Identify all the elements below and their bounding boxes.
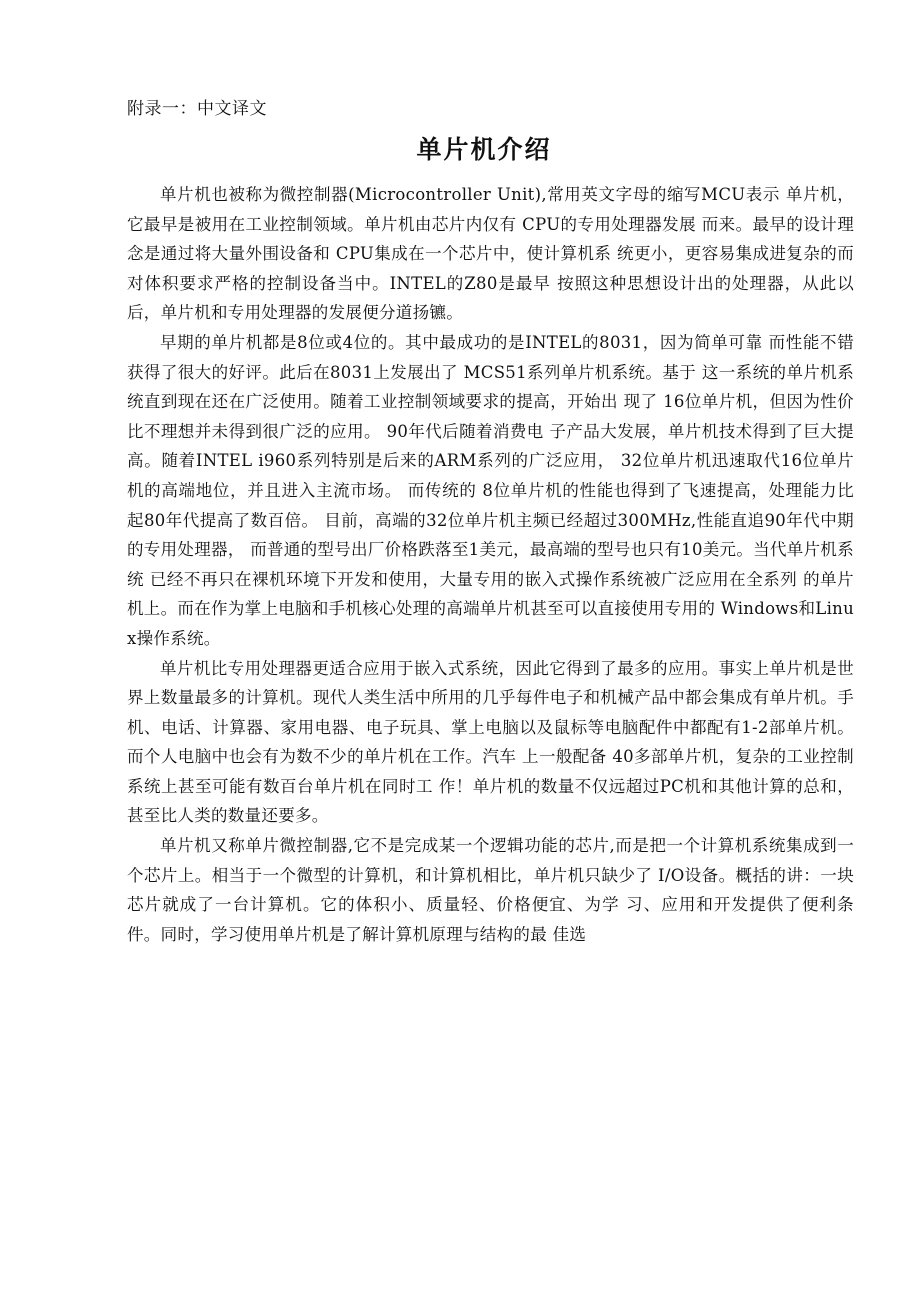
body-text [127,180,854,949]
paragraph-4: 单片机又称单片微控制器,它不是完成某一个逻辑功能的芯片,而是把一个计算机系统集成到一个芯片上。相当于一个微型的计算机，和计算机相比，单片机只缺少了 I/O设备。概括的讲：一块芯片就成了一台计算机。它的体积小、质量轻、价格便宜、为学 习、应用和开发提供了便利条件。同时，学习使用单片机是了解计算机原理与结构的最 佳选 [127,836,854,944]
page-title: 单片机介绍 [416,135,552,164]
paragraph-1: 单片机也被称为微控制器(Microcontroller Unit),常用英文字母的缩写MCU表示 单片机，它最早是被用在工业控制领域。单片机由芯片内仅有 CPU的专用处理器发展 而来。最早的设计理念是通过将大量外围设备和 CPU集成在一个芯片中，使计算机系 统更小，更容易集成进复杂的而对体积要求严格的控制设备当中。INTEL的Z80是最早 按照这种思想设计出的处理器，从此以后，单片机和专用处理器的发展便分道扬镳。 [127,185,854,323]
paragraph-3: 单片机比专用处理器更适合应用于嵌入式系统，因此它得到了最多的应用。事实上单片机是世界上数量最多的计算机。现代人类生活中所用的几乎每件电子和机械产品中都会集成有单片机。手机、电话、计算器、家用电器、电子玩具、掌上电脑以及鼠标等电脑配件中都配有1-2部单片机。而个人电脑中也会有为数不少的单片机在工作。汽车 上一般配备 40多部单片机，复杂的工业控制系统上甚至可能有数百台单片机在同时工 作！单片机的数量不仅远超过PC机和其他计算的总和，甚至比人类的数量还要多。 [127,658,854,826]
paragraph-2: 早期的单片机都是8位或4位的。其中最成功的是INTEL的8031，因为简单可靠 而性能不错获得了很大的好评。此后在8031上发展出了 MCS51系列单片机系统。基于 这一系统的单片机系统直到现在还在广泛使用。随着工业控制领域要求的提高，开始出 现了 16位单片机，但因为性价比不理想并未得到很广泛的应用。 90年代后随着消费电 子产品大发展，单片机技术得到了巨大提高。随着INTEL i960系列特别是后来的ARM系列的广泛应用， 32位单片机迅速取代16位单片机的高端地位，并且进入主流市场。 而传统的 8位单片机的性能也得到了飞速提高，处理能力比起80年代提高了数百倍。 目前，高端的32位单片机主频已经超过300MHz,性能直追90年代中期的专用处理器， 而普通的型号出厂价格跌落至1美元，最高端的型号也只有10美元。当代单片机系统 已经不再只在裸机环境下开发和使用，大量专用的嵌入式操作系统被广泛应用在全系列 的单片机上。而在作为掌上电脑和手机核心处理的高端单片机甚至可以直接使用专用的 Windows和Linux操作系统。 [127,332,854,648]
appendix-label: 附录一：中文译文 [127,99,267,119]
